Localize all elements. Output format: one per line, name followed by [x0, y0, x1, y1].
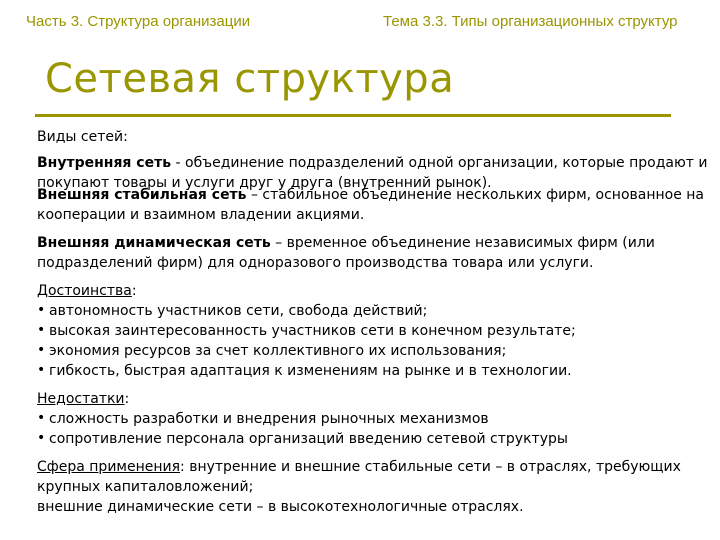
- scope-paragraph: [37, 457, 717, 497]
- advantages-heading-suffix: :: [131, 283, 137, 299]
- scope-paragraph-2: внешние динамические сети – в высокотехнологичные отраслях.: [37, 499, 524, 515]
- types-heading-suffix: :: [123, 129, 128, 145]
- list-item: • экономия ресурсов за счет коллективного их использования;: [37, 341, 717, 361]
- advantages-heading-line: [37, 281, 717, 301]
- advantages-heading: Достоинства: [37, 283, 132, 299]
- types-heading: Виды сетей: [37, 129, 124, 145]
- disadvantages-heading-line: [37, 389, 717, 409]
- title-divider: [35, 114, 671, 117]
- internal-network-term: Внутренняя сеть: [37, 155, 172, 171]
- internal-network-text: - объединение подразделений одной организации, которые продают и покупают товары и услуги друг у друга (внутренний рынок).: [37, 155, 708, 191]
- slide-title: Сетевая структура: [45, 56, 455, 102]
- list-item: • гибкость, быстрая адаптация к изменениям на рынке и в технологии.: [37, 361, 717, 381]
- scope-heading: Сфера применения: [37, 459, 181, 475]
- list-item: • сопротивление персонала организаций введению сетевой структуры: [37, 429, 717, 449]
- header-part-label: Часть 3. Структура организации: [26, 13, 251, 30]
- advantages-list: [37, 301, 717, 381]
- slide-content: [37, 127, 717, 517]
- list-item: • сложность разработки и внедрения рыночных механизмов: [37, 409, 717, 429]
- disadvantages-list: [37, 409, 717, 449]
- dynamic-network-text: – временное объединение независимых фирм (или подразделений фирм) для одноразового производства товара или услуги.: [37, 235, 655, 271]
- stable-network-paragraph: [37, 185, 717, 225]
- list-item: • автономность участников сети, свобода действий;: [37, 301, 717, 321]
- dynamic-network-paragraph: [37, 233, 717, 273]
- disadvantages-heading-suffix: :: [124, 391, 130, 407]
- scope-text: : внутренние и внешние стабильные сети – в отраслях, требующих крупных капиталовложений;: [37, 459, 681, 495]
- stable-network-text: – стабильное объединение нескольких фирм, основанное на кооперации и взаимном владении акциями.: [37, 187, 705, 223]
- stable-network-term: Внешняя стабильная сеть: [37, 187, 247, 203]
- dynamic-network-term: Внешняя динамическая сеть: [37, 235, 271, 251]
- list-item: • высокая заинтересованность участников сети в конечном результате;: [37, 321, 717, 341]
- disadvantages-heading: Недостатки: [37, 391, 125, 407]
- header-topic-label: Тема 3.3. Типы организационных структур: [383, 13, 678, 30]
- types-heading-line: [37, 127, 717, 147]
